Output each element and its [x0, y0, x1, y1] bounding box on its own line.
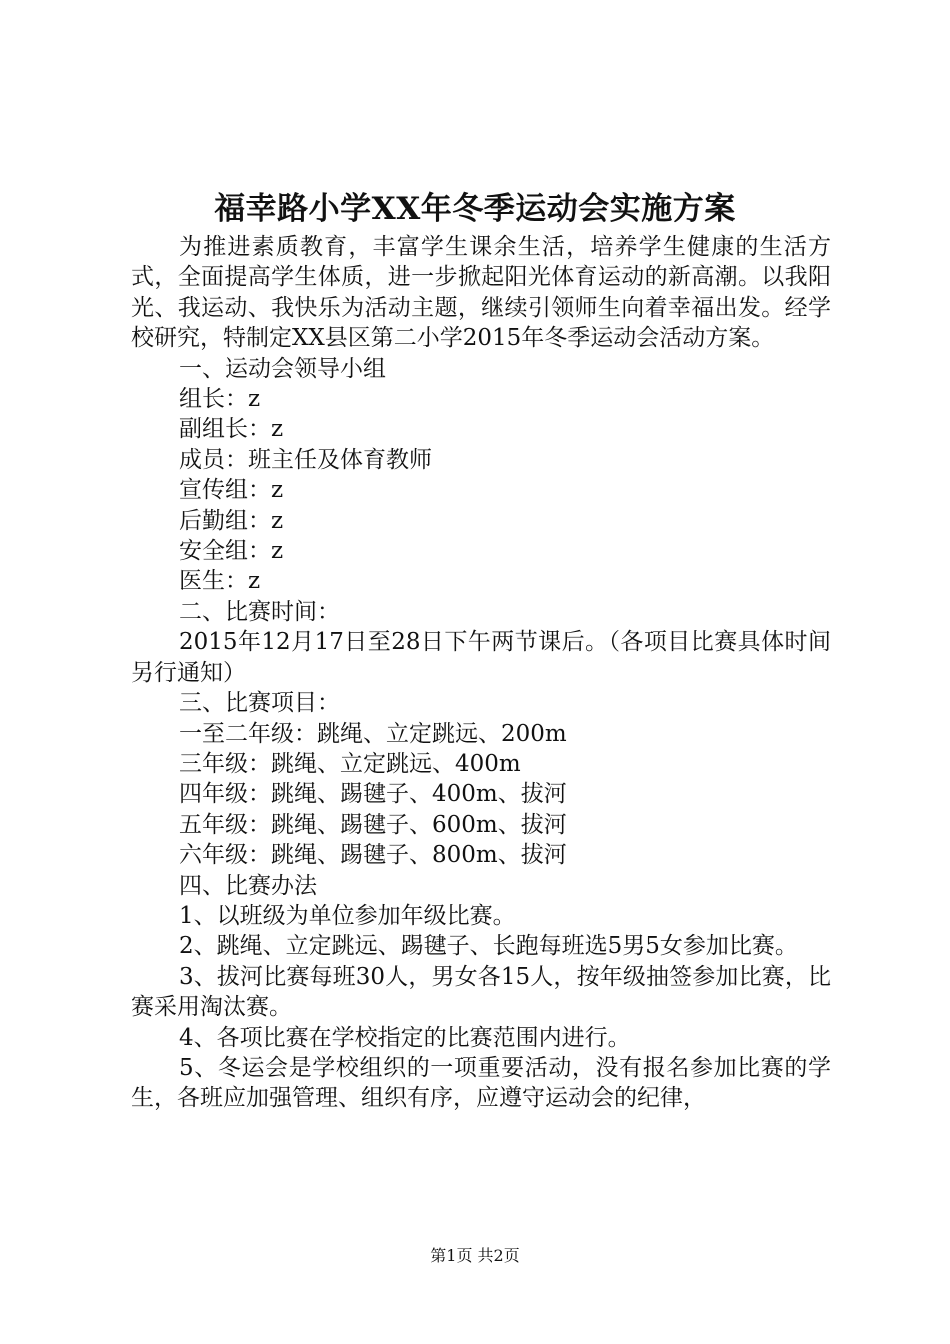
- list-item: 副组长：z: [179, 416, 284, 443]
- list-item: 组长：z: [179, 386, 261, 413]
- rule-paragraph: 4、各项比赛在学校指定的比赛范围内进行。: [179, 1024, 631, 1051]
- rule-paragraph: 2、跳绳、立定跳远、踢毽子、长跑每班选5男5女参加比赛。: [179, 933, 798, 960]
- document-body: [131, 232, 831, 1114]
- list-item: 成员：班主任及体育教师: [179, 446, 432, 473]
- rule-paragraph: 3、拔河比赛每班30人，男女各15人，按年级抽签参加比赛，比赛采用淘汰赛。: [131, 963, 831, 1021]
- list-item: 一至二年级：跳绳、立定跳远、200m: [179, 720, 567, 747]
- section-heading-time: 二、比赛时间：: [179, 598, 340, 625]
- rule-paragraph: 5、冬运会是学校组织的一项重要活动，没有报名参加比赛的学生，各班应加强管理、组织有序，应遵守运动会的纪律，: [131, 1054, 831, 1112]
- list-item: 安全组：z: [179, 538, 284, 565]
- list-item: 三年级：跳绳、立定跳远、400m: [179, 750, 521, 777]
- intro-paragraph: 为推进素质教育，丰富学生课余生活，培养学生健康的生活方式，全面提高学生体质，进一步掀起阳光体育运动的新高潮。以我阳光、我运动、我快乐为活动主题，继续引领师生向着幸福出发。经学校研究，特制定XX县区第二小学2015年冬季运动会活动方案。: [131, 234, 831, 352]
- document-title: 福幸路小学XX年冬季运动会实施方案: [214, 191, 736, 227]
- list-item: 五年级：跳绳、踢毽子、600m、拔河: [179, 811, 567, 838]
- list-item: 医生：z: [179, 568, 261, 595]
- page-footer: 第1页 共2页: [430, 1246, 520, 1265]
- list-item: 六年级：跳绳、踢毽子、800m、拔河: [179, 842, 567, 869]
- list-item: 后勤组：z: [179, 507, 284, 534]
- section-heading-rules: 四、比赛办法: [179, 872, 317, 899]
- list-item: 宣传组：z: [179, 477, 284, 504]
- section-heading-events: 三、比赛项目：: [179, 690, 340, 717]
- section-heading-leadership: 一、运动会领导小组: [179, 355, 386, 382]
- rule-paragraph: 1、以班级为单位参加年级比赛。: [179, 902, 516, 929]
- list-item: 四年级：跳绳、踢毽子、400m、拔河: [179, 781, 567, 808]
- schedule-paragraph: 2015年12月17日至28日下午两节课后。（各项目比赛具体时间另行通知）: [131, 629, 831, 686]
